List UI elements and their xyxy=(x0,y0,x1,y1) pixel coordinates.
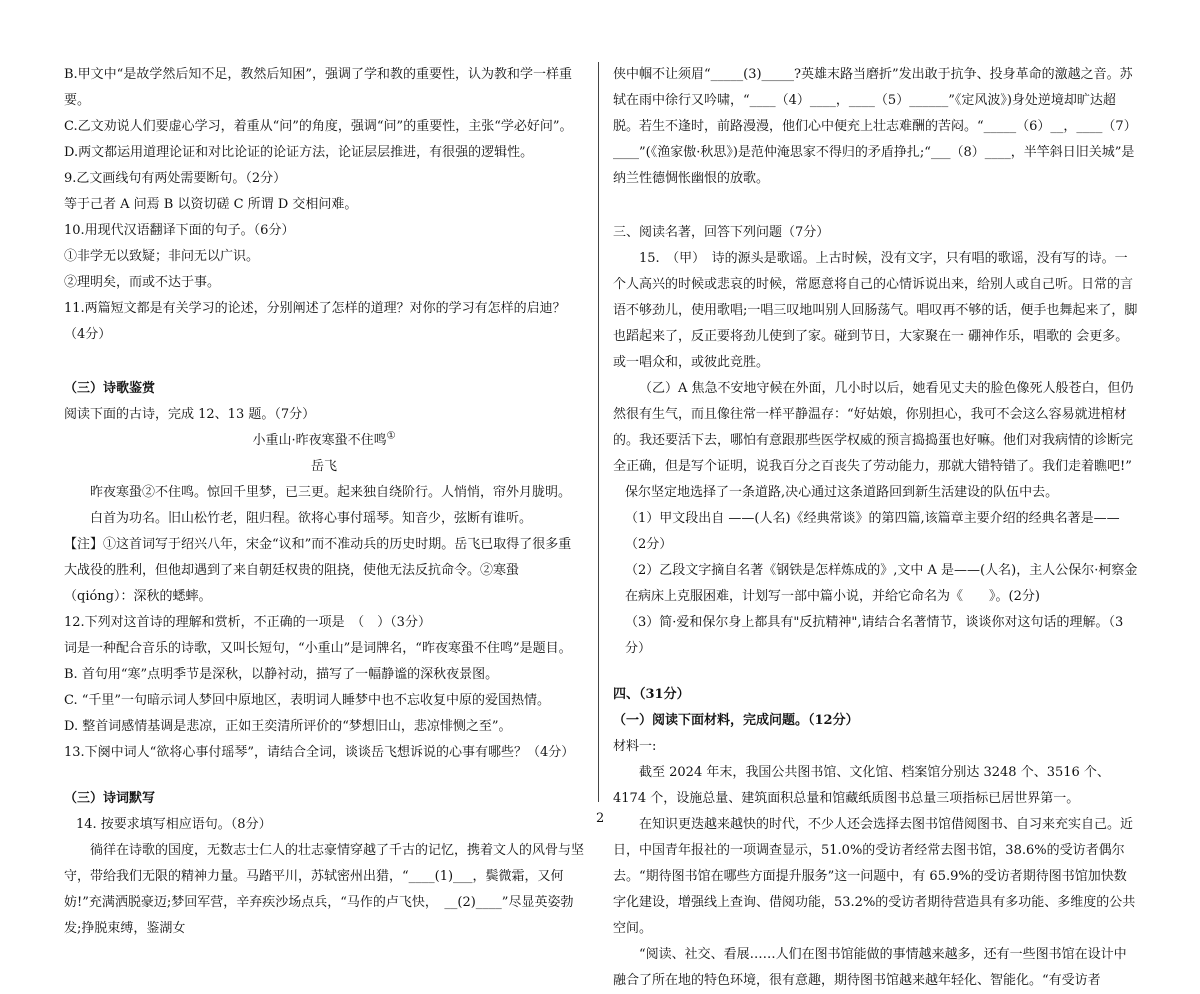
poem-title xyxy=(64,428,584,454)
question-15-passage-c: 保尔坚定地选择了一条道路,决心通过这条道路回到新生活建设的队伍中去。 xyxy=(625,485,1059,500)
question-12-option-d: D. 整首词感情基调是悲凉，正如王奕清所评价的“梦想旧山，悲凉悱恻之至”。 xyxy=(64,719,512,734)
material-label: 材料一: xyxy=(613,739,657,754)
column-divider xyxy=(598,62,599,802)
poem-line-2: 白首为功名。旧山松竹老，阻归程。欲将心事付瑶琴。知音少，弦断有谁听。 xyxy=(90,511,533,526)
section-poetry-title: （三）诗歌鉴赏 xyxy=(64,381,156,396)
question-15-sub-2: （2）乙段文字摘自名著《钢铁是怎样炼成的》,文中 A 是——(人名)，主人公保尔·柯察金在病床上克服困难，计划写一部中篇小说，并给它命名为《 》。(2分) xyxy=(625,563,1138,604)
material-paragraph-3: “阅读、社交、看展……人们在图书馆能做的事情越来越多，还有一些图书馆在设计中融合了所在地的特色环境，很有意趣，期待图书馆越来越年轻化、智能化。“有受访者 xyxy=(613,947,1127,988)
part-four-section-1: （一）阅读下面材料，完成问题。（12分） xyxy=(613,713,859,728)
poem-line-1: 昨夜寒蛩②不住鸣。惊回千里梦，已三更。起来独自绕阶行。人悄悄，帘外月胧明。 xyxy=(90,485,572,500)
question-15-passage-a: 15. （甲） 诗的源头是歌谣。上古时候，没有文字，只有唱的歌谣，没有写的诗。一个人高兴的时候或悲哀的时候，常愿意将自己的心情诉说出来，给别人或自己听。日常的言语不够劲儿，使用歌唱;一唱三叹地叫别人回肠荡气。唱叹再不够的话，便手也舞起来了，脚也蹈起来了，反正要将劲儿使到了家。碰到节日，大家聚在一 硼神作乐，唱歌的 会更多。或一唱众和，或彼此竞胜。 xyxy=(613,251,1138,370)
question-9-text: 等于己者 A 问焉 B 以资切磋 C 所谓 D 交相问难。 xyxy=(64,197,358,212)
question-14: 14. 按要求填写相应语句。（8分） xyxy=(76,817,272,832)
section-recitation-title: （三）诗词默写 xyxy=(64,791,156,806)
question-13: 13.下阕中词人“欲将心事付瑶琴”，请结合全词，谈谈岳飞想诉说的心事有哪些？（4分） xyxy=(64,745,575,760)
question-15-passage-b: （乙）A 焦急不安地守候在外面，几小时以后，她看见丈夫的脸色像死人般苍白，但仍然很有生气，而且像往常一样平静温存：“好姑娘，你别担心，我可不会这么容易就进棺材的。我还要活下去，哪怕有意跟那些医学权威的预言捣捣蛋也好嘛。他们对我病情的诊断完全正确，但是写个证明，说我百分之百丧失了劳动能力，那就大错特错了。我们走着瞧吧!” xyxy=(613,381,1134,474)
option-b: B.甲文中“是故学然后知不足，教然后知困”，强调了学和教的重要性，认为教和学一样重要。 xyxy=(64,67,572,108)
poem-title-text: 小重山·昨夜寒蛩不住鸣 xyxy=(252,433,387,448)
part-four-title: 四、（31分） xyxy=(613,687,690,702)
question-12-option-a: 词是一种配合音乐的诗歌，又叫长短句，“小重山”是词牌名，“昨夜寒蛩不住鸣”是题目。 xyxy=(64,641,572,656)
poem-author: 岳飞 xyxy=(310,459,337,474)
question-10-item-2: ②理明矣，而或不达于事。 xyxy=(64,275,221,290)
question-12-option-c: C. “千里”一句暗示词人梦回中原地区，表明词人睡梦中也不忘收复中原的爱国热情。 xyxy=(64,693,551,708)
question-14-continued: 侠中帼不让须眉“_____(3)_____?英雄末路当磨折”发出敢于抗争、投身革命的激越之音。苏轼在雨中徐行又吟啸，“____（4）____，____（5）______”《定风波》)身处逆境却旷达超脱。若生不逢时，前路漫漫，他们心中便充上壮志难酬的苦闷。“_____（6）__，____（7）____”(《渔家傲·秋思》)是范仲淹思家不得归的矛盾挣扎;“___（8）____，半竿斜日旧关城”是纳兰性德惆怅幽恨的放歌。 xyxy=(613,67,1137,186)
page-number: 2 xyxy=(596,811,605,826)
question-12-option-b: B. 首句用“寒”点明季节是深秋，以静衬动，描写了一幅静谧的深秋夜景图。 xyxy=(64,667,499,682)
question-15-sub-3: （3）简·爱和保尔身上都具有"反抗精神",请结合名著情节，谈谈你对这句话的理解。（3分） xyxy=(625,615,1124,656)
question-10-item-1: ①非学无以致疑；非问无以广识。 xyxy=(64,249,260,264)
question-12: 12.下列对这首诗的理解和赏析，不正确的一项是 （ ）（3分） xyxy=(64,615,431,630)
question-9: 9.乙文画线句有两处需要断句。（2分） xyxy=(64,171,287,186)
poem-note: 【注】①这首词写于绍兴八年，宋金“议和”而不准动兵的历史时期。岳飞已取得了很多重大战役的胜利，但他却遇到了来自朝廷权贵的阻挠，使他无法反抗命令。②寒蛩（qióng）：深秋的蟋蟀。 xyxy=(64,537,572,604)
left-column xyxy=(64,62,584,942)
option-c: C.乙文劝说人们要虚心学习，着重从“问”的角度，强调“问”的重要性，主张“学必好问”。 xyxy=(64,119,573,134)
right-column xyxy=(613,62,1139,994)
section-poetry-intro: 阅读下面的古诗，完成 12、13 题。（7分） xyxy=(64,407,316,422)
question-15-sub-1: （1）甲文段出自 ——(人名)《经典常谈》的第四篇,该篇章主要介绍的经典名著是——（2分） xyxy=(625,511,1120,552)
poem-note-mark: ① xyxy=(386,430,396,442)
question-10: 10.用现代汉语翻译下面的句子。（6分） xyxy=(64,223,295,238)
section-classics-title: 三、阅读名著，回答下列问题（7分） xyxy=(613,225,830,240)
material-paragraph-2: 在知识更迭越来越快的时代，不少人还会选择去图书馆借阅图书、自习来充实自己。近日，中国青年报社的一项调查显示，51.0%的受访者经常去图书馆，38.6%的受访者偶尔去。“期待图书馆在哪些方面提升服务”这一问题中，有 65.9%的受访者期待图书馆加快数字化建设，增强线上查询、借阅功能，53.2%的受访者期待营造具有多功能、多维度的公共空间。 xyxy=(613,817,1136,936)
question-14-text: 徜徉在诗歌的国度，无数志士仁人的壮志豪情穿越了千古的记忆，携着文人的风骨与坚守，带给我们无限的精神力量。马踏平川，苏轼密州出猎，“____(1)___，鬓微霜，又何妨!”充满洒脱豪迈;梦回军营，辛弃疾沙场点兵，“马作的卢飞快， __(2)____”尽显英姿勃发;挣脱束缚，鉴湖女 xyxy=(64,843,585,936)
question-11: 11.两篇短文都是有关学习的论述，分别阐述了怎样的道理？对你的学习有怎样的启迪？（4分） xyxy=(64,301,566,342)
option-d: D.两文都运用道理论证和对比论证的论证方法，论证层层推进，有很强的逻辑性。 xyxy=(64,145,534,160)
material-paragraph-1: 截至 2024 年末，我国公共图书馆、文化馆、档案馆分别达 3248 个、3516 个、4174 个，设施总量、建筑面积总量和馆藏纸质图书总量三项指标已居世界第一。 xyxy=(613,765,1110,806)
